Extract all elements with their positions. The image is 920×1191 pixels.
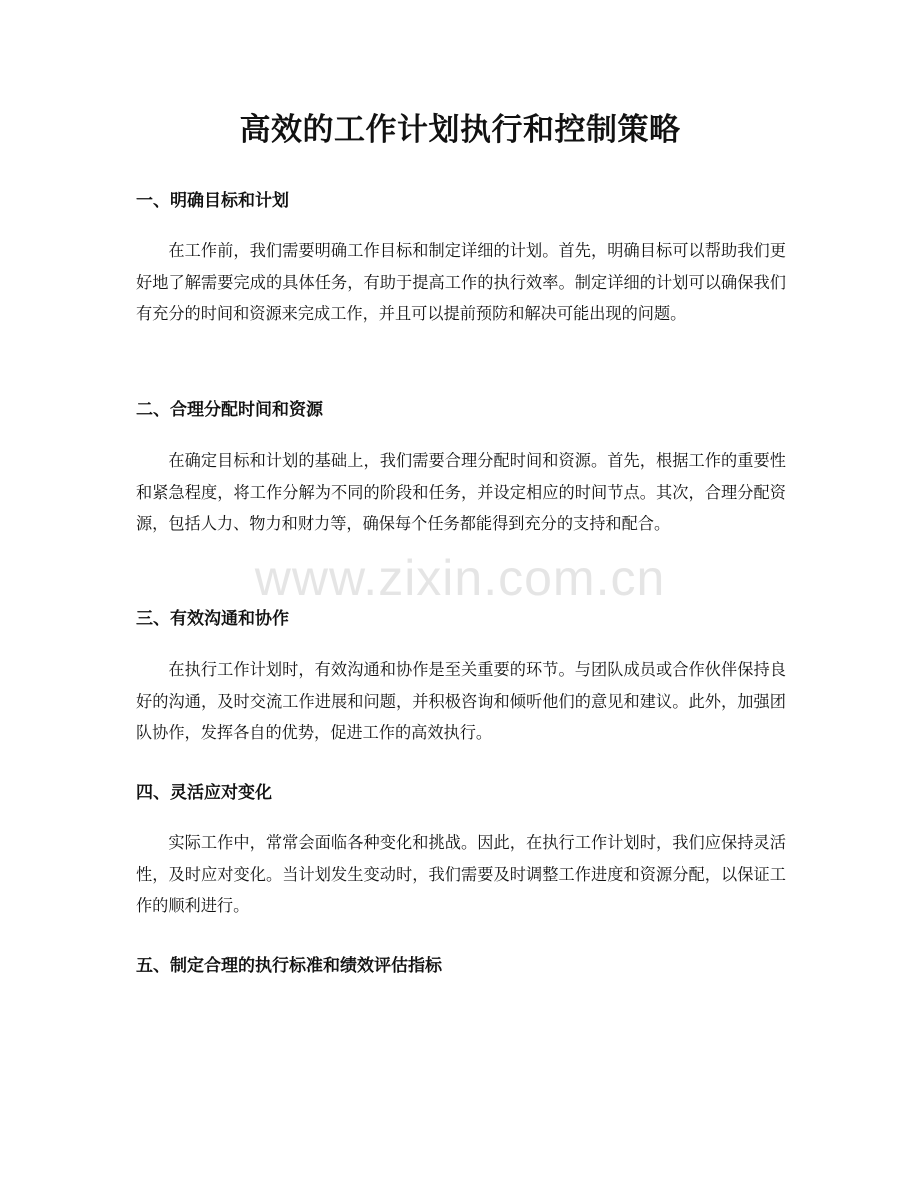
section-heading-3: 三、有效沟通和协作 [136,609,289,629]
section-heading-2: 二、合理分配时间和资源 [136,400,323,420]
section-heading-4: 四、灵活应对变化 [136,783,272,803]
section-paragraph-3: 在执行工作计划时，有效沟通和协作是至关重要的环节。与团队成员或合作伙伴保持良好的沟通，及时交流工作进展和问题，并积极咨询和倾听他们的意见和建议。此外，加强团队协作，发挥各自的优势，促进工作的高效执行。 [136,660,786,742]
section-paragraph-1: 在工作前，我们需要明确工作目标和制定详细的计划。首先，明确目标可以帮助我们更好地了解需要完成的具体任务，有助于提高工作的执行效率。制定详细的计划可以确保我们有充分的时间和资源来完成工作，并且可以提前预防和解决可能出现的问题。 [136,241,786,323]
document-title: 高效的工作计划执行和控制策略 [239,112,681,148]
section-paragraph-4: 实际工作中，常常会面临各种变化和挑战。因此，在执行工作计划时，我们应保持灵活性，及时应对变化。当计划发生变动时，我们需要及时调整工作进度和资源分配，以保证工作的顺利进行。 [136,833,786,915]
section-heading-1: 一、明确目标和计划 [136,191,289,211]
section-paragraph-2: 在确定目标和计划的基础上，我们需要合理分配时间和资源。首先，根据工作的重要性和紧急程度，将工作分解为不同的阶段和任务，并设定相应的时间节点。其次，合理分配资源，包括人力、物力和财力等，确保每个任务都能得到充分的支持和配合。 [136,451,786,533]
section-heading-5: 五、制定合理的执行标准和绩效评估指标 [136,956,442,976]
watermark: www.zixin.com.cn [254,550,666,606]
